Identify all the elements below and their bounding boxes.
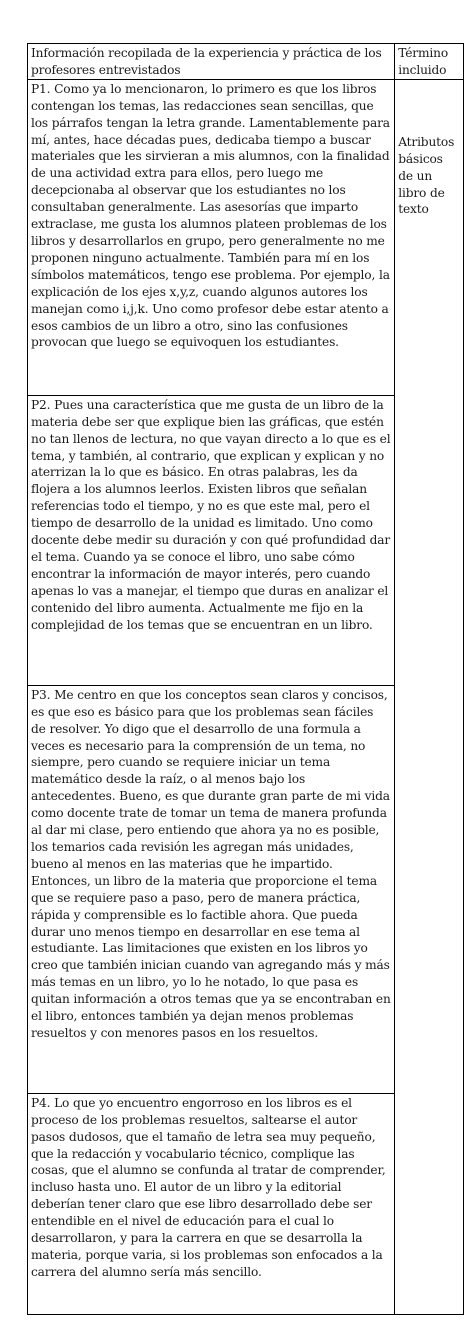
header-term-label: Término incluido: [398, 46, 449, 77]
response-cell-p2: [28, 395, 395, 685]
response-cell-p4: [28, 1093, 395, 1314]
table-row: [28, 79, 464, 395]
header-info-cell: [28, 44, 395, 80]
response-cell-p1: [28, 79, 395, 395]
response-text-p1: P1. Como ya lo mencionaron, lo primero es que los libros contengan los temas, las redacciones sean sencillas, que los párrafos tengan la letra grande. Lamentablemente para mí, antes, hace décadas pues, dedicaba tiempo a buscar materiales que les sirvieran a mis alumnos, con la finalidad de una actividad extra para ellos, pero luego me decepcionaba al observar que los estudiantes no los consultaban generalmente. Las asesorías que imparto extraclase, me gusta los alumnos plateen problemas de los libros y desarrollarlos en grupo, pero generalmente no me proponen ninguno actualmente. También para mí en los símbolos matemáticos, tengo ese problema. Por ejemplo, la explicación de los ejes x,y,z, cuando algunos autores los manejan como i,j,k. Uno como profesor debe estar atento a esos cambios de un libro a otro, sino las confusiones provocan que luego se equivoquen los estudiantes.: [31, 81, 390, 350]
table-header-row: [28, 44, 464, 80]
interview-table: [27, 43, 464, 1315]
header-info-label: Información recopilada de la experiencia y práctica de los profesores entrevistados: [31, 46, 382, 77]
response-text-p2: P2. Pues una característica que me gusta de un libro de la materia debe ser que explique bien las gráficas, que estén no tan llenos de lectura, no que vayan directo a lo que es el tema, y también, al contrario, que explican y explican y no aterrizan la lo que es básico. En otras palabras, les da flojera a los alumnos leerlos. Existen libros que señalan referencias todo el tiempo, y no es que este mal, pero el tiempo de desarrollo de la unidad es limitado. Uno como docente debe medir su duración y con qué profundidad dar el tema. Cuando ya se conoce el libro, uno sabe cómo encontrar la información de mayor interés, pero cuando apenas lo vas a manejar, el tiempo que duras en analizar el contenido del libro aumenta. Actualmente me fijo en la complejidad de los temas que se encuentran en un libro.: [31, 397, 391, 632]
header-term-cell: [395, 44, 464, 80]
term-cell: [395, 79, 464, 1314]
term-value: Atributos básicos de un libro de texto: [398, 134, 455, 217]
response-text-p4: P4. Lo que yo encuentro engorroso en los libros es el proceso de los problemas resueltos, saltearse el autor pasos dudosos, que el tamaño de letra sea muy pequeño, que la redacción y vocabulario técnico, complique las cosas, que el alumno se confunda al tratar de comprender, incluso hasta uno. El autor de un libro y la editorial deberían tener claro que ese libro desarrollado debe ser entendible en el nivel de educación para el cual lo desarrollaron, y para la carrera en que se desarrolla la materia, porque varia, si los problemas son enfocados a la carrera del alumno sería más sencillo.: [31, 1095, 386, 1279]
response-text-p3: P3. Me centro en que los conceptos sean claros y concisos, es que eso es básico para que los problemas sean fáciles de resolver. Yo digo que el desarrollo de una formula a veces es necesario para la comprensión de un tema, no siempre, pero cuando se requiere iniciar un tema matemático desde la raíz, o al menos bajo los antecedentes. Bueno, es que durante gran parte de mi vida como docente trate de tomar un tema de manera profunda al dar mi clase, pero entiendo que ahora ya no es posible, los temarios cada revisión les agregan más unidades, bueno al menos en las materias que he impartido. Entonces, un libro de la materia que proporcione el tema que se requiere paso a paso, pero de manera práctica, rápida y comprensible es lo factible ahora. Que pueda durar uno menos tiempo en desarrollar en ese tema al estudiante. Las limitaciones que existen en los libros yo creo que también inician cuando van agregando más y más más temas en un libro, yo lo he notado, lo que pasa es quitan información a otros temas que ya se encontraban en el libro, entonces también ya dejan menos problemas resueltos y con menores pasos en los resueltos.: [31, 687, 391, 1040]
response-cell-p3: [28, 685, 395, 1093]
